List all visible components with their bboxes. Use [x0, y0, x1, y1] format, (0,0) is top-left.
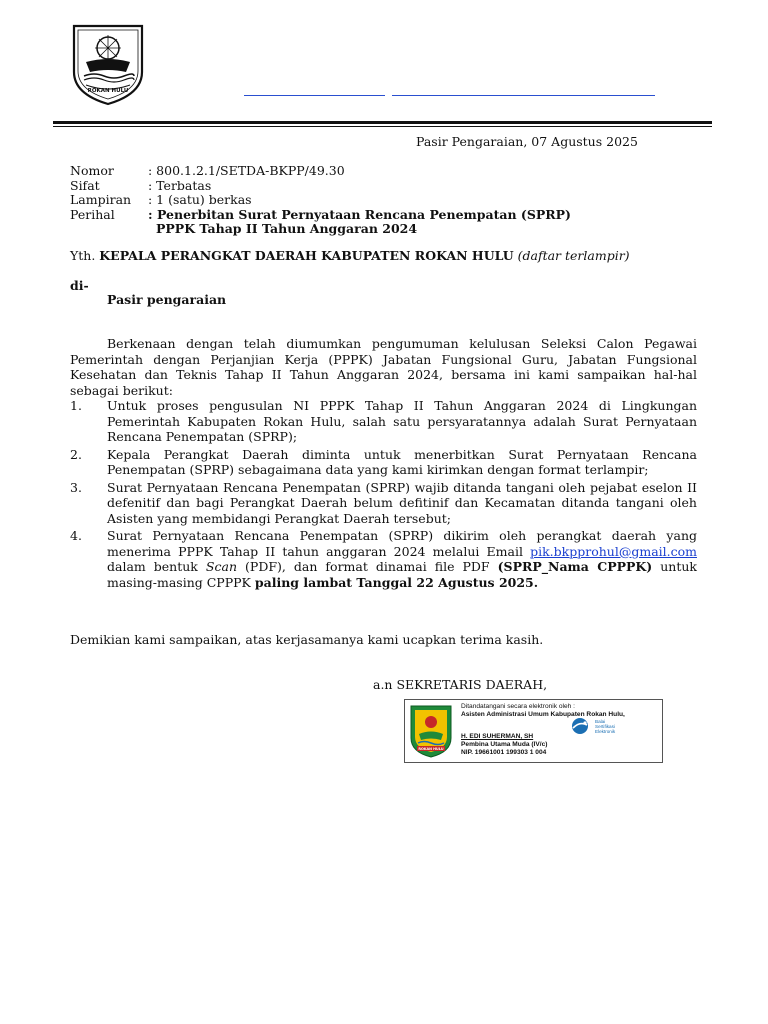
meta-label: Lampiran	[70, 192, 132, 207]
rokan-hulu-emblem-icon	[409, 704, 453, 758]
signer-rank: Pembina Utama Muda (IV/c)	[461, 741, 548, 748]
bsre-label	[595, 719, 615, 734]
subject-line-1: : Penerbitan Surat Pernyataan Rencana Penempatan (SPRP)	[148, 206, 571, 222]
list-number: 3.	[70, 479, 82, 495]
subject-line-2: PPPK Tahap II Tahun Anggaran 2024	[156, 221, 418, 236]
list-text: Untuk proses pengusulan NI PPPK Tahap II Tahun Anggaran 2024 di Lingkungan Pemerintah Kabupaten Rokan Hulu, salah satu persyaratannya adalah Surat Pernyataan Rencana Penempatan (SPRP);	[107, 398, 697, 444]
esign-line1: Ditandatangani secara elektronik oleh :	[461, 703, 575, 710]
emblem-caption: ROKAN HULU	[418, 747, 444, 751]
deadline: paling lambat Tanggal 22 Agustus 2025.	[254, 574, 539, 590]
scan-term: Scan	[205, 559, 237, 574]
signer-title: a.n SEKRETARIS DAERAH,	[373, 677, 548, 692]
date-line: Pasir Pengaraian, 07 Agustus 2025	[416, 134, 638, 149]
list-number: 2.	[70, 446, 82, 462]
list-item	[70, 480, 697, 527]
letterhead-rule-thin	[53, 126, 712, 127]
list-text-part: dalam bentuk	[107, 559, 206, 574]
link-rule-2	[392, 95, 655, 96]
addressee-note: (daftar terlampir)	[517, 248, 630, 263]
list-item	[70, 447, 697, 478]
signer-nip: NIP. 19661001 199303 1 004	[461, 749, 547, 756]
electronic-signature-box	[404, 699, 663, 763]
bsre-line: Sertifikasi	[595, 724, 615, 729]
bsre-line: Elektronik	[595, 729, 616, 734]
link-rule-1	[244, 95, 385, 96]
list-number: 4.	[70, 528, 82, 543]
list-number: 1.	[70, 398, 82, 413]
letterhead-rule-thick	[53, 121, 712, 124]
di-label: di-	[70, 278, 89, 293]
meta-label: Nomor	[70, 163, 114, 178]
regency-emblem-logo	[64, 22, 152, 106]
meta-label: Perihal	[70, 206, 115, 222]
meta-value: : Terbatas	[148, 177, 212, 193]
closing-sentence: Demikian kami sampaikan, atas kerjasamanya kami ucapkan terima kasih.	[70, 632, 544, 647]
addressee-name: KEPALA PERANGKAT DAERAH KABUPATEN ROKAN HULU	[99, 248, 514, 263]
meta-value: : 800.1.2.1/SETDA-BKPP/49.30	[148, 163, 345, 178]
list-item	[70, 398, 697, 445]
list-text: Surat Pernyataan Rencana Penempatan (SPRP) wajib ditanda tangani oleh pejabat eselon II defenitif dan bagi Perangkat Daerah belum defitinif dan Kecamatan ditanda tangani oleh Asisten yang membidangi Perangkat Daerah tersebut;	[107, 479, 697, 526]
meta-value: : 1 (satu) berkas	[148, 192, 252, 207]
list-text: Kepala Perangkat Daerah diminta untuk menerbitkan Surat Pernyataan Rencana Penempatan (SPRP) sebagaimana data yang kami kirimkan dengan format terlampir;	[107, 446, 697, 477]
destination-place: Pasir pengaraian	[107, 292, 227, 307]
logo-caption: ROKAN HULU	[87, 88, 129, 94]
opening-paragraph: Berkenaan dengan telah diumumkan pengumuman kelulusan Seleksi Calon Pegawai Pemerintah dengan Perjanjian Kerja (PPPK) Jabatan Fungsional Guru, Jabatan Fungsional Kesehatan dan Teknis Tahap II Tahun Anggaran 2024, bersama ini kami sampaikan hal-hal sebagai berikut:	[70, 336, 697, 398]
bsre-line: Balai	[595, 719, 606, 724]
email-link[interactable]: pik.bkpprohul@gmail.com	[530, 543, 697, 559]
addressee-prefix: Yth.	[70, 248, 96, 263]
list-text-part: (PDF), dan format dinamai file PDF	[237, 559, 498, 574]
file-name-format: (SPRP_Nama CPPPK)	[497, 559, 653, 574]
bsre-logo	[569, 717, 629, 735]
meta-label: Sifat	[70, 177, 100, 193]
list-item	[70, 528, 697, 590]
points-list	[70, 398, 697, 592]
addressee-line	[70, 248, 630, 263]
list-text-part: untuk masing-masing CPPPK	[107, 559, 697, 590]
esign-line2: Asisten Administrasi Umum Kabupaten Rokan Hulu,	[461, 711, 625, 718]
bsre-icon	[569, 717, 591, 735]
signer-name: H. EDI SUHERMAN, SH	[461, 733, 534, 740]
list-text-part: Surat Pernyataan Rencana Penempatan (SPRP) dikirim oleh perangkat daerah yang menerima PPPK Tahap II tahun anggaran 2024 melalui Email	[107, 528, 697, 559]
